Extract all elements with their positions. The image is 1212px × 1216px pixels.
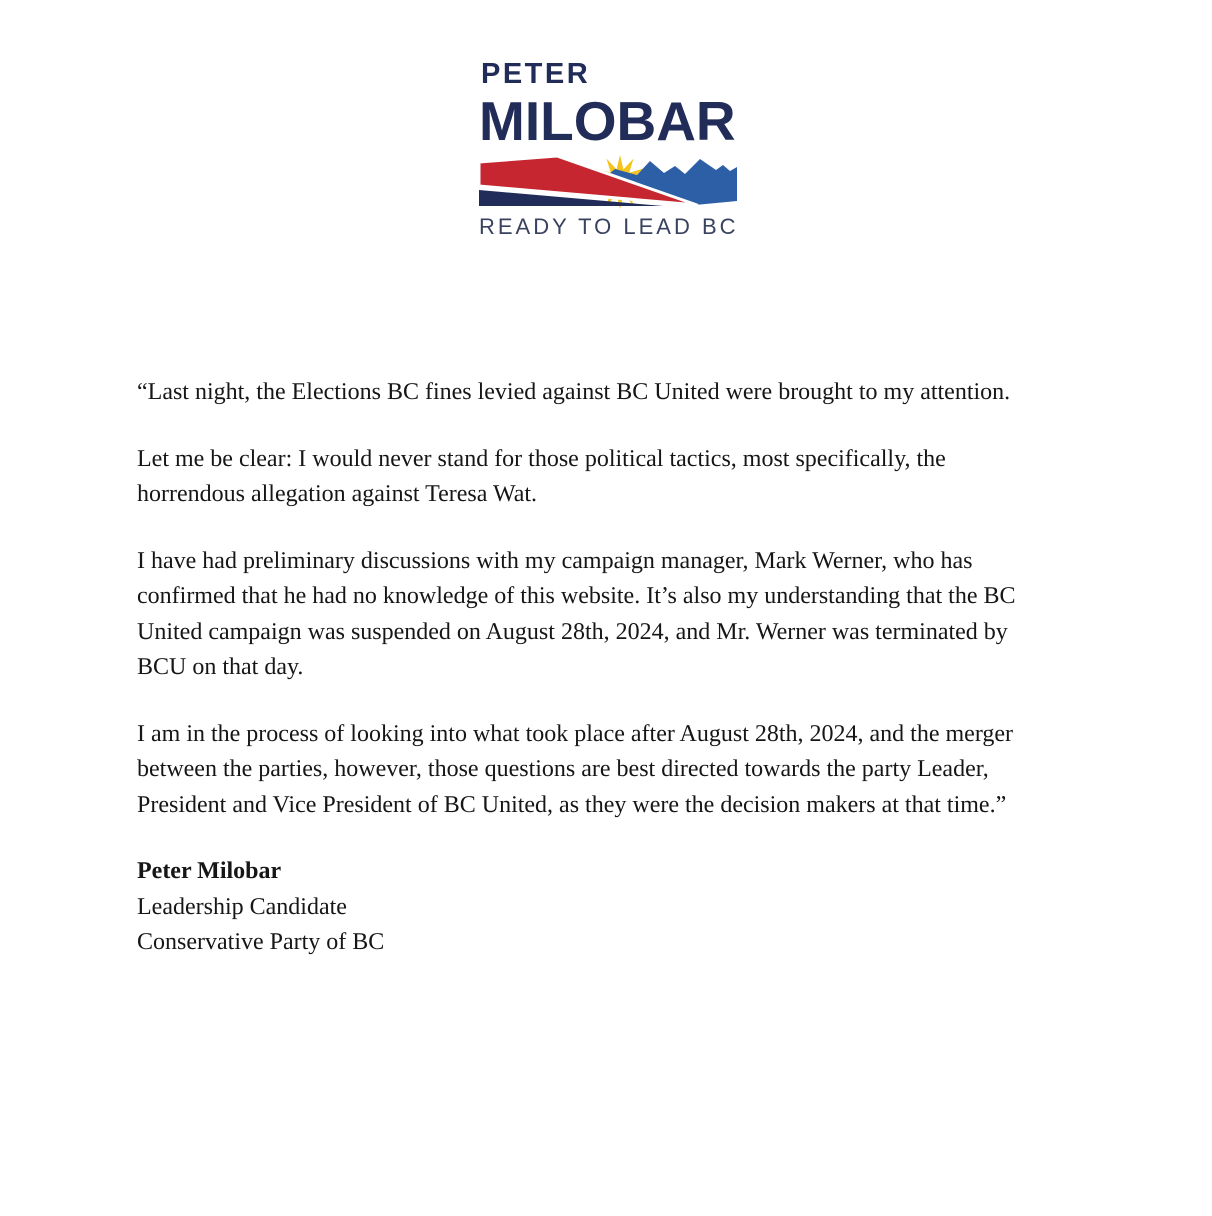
statement-body xyxy=(137,375,1057,961)
statement-paragraph-1: “Last night, the Elections BC fines levied against BC United were brought to my attention. xyxy=(137,379,1011,405)
statement-paragraph-4: I am in the process of looking into what took place after August 28th, 2024, and the merger between the parties, however, those questions are best directed towards the party Leader, President and Vice President of BC United, as they were the decision makers at that time.” xyxy=(137,720,1014,818)
logo-name-first: PETER xyxy=(481,58,591,90)
sunrise-mountains-graphic xyxy=(479,148,737,210)
logo-tagline: READY TO LEAD BC xyxy=(479,214,739,239)
letterhead-logo xyxy=(479,60,737,238)
statement-paragraph-2: Let me be clear: I would never stand for those political tactics, most specifically, the horrendous allegation against Teresa Wat. xyxy=(137,445,946,507)
signature-party: Conservative Party of BC xyxy=(137,929,385,955)
statement-paragraph-3: I have had preliminary discussions with my campaign manager, Mark Werner, who has confirmed that he had no knowledge of this website. It’s also my understanding that the BC United campaign was suspended on August 28th, 2024, and Mr. Werner was terminated by BCU on that day. xyxy=(137,547,1016,680)
signature-name: Peter Milobar xyxy=(137,858,282,884)
logo-name-last: MILOBAR xyxy=(479,90,736,152)
signature-block xyxy=(137,854,1057,961)
signature-title: Leadership Candidate xyxy=(137,893,347,920)
